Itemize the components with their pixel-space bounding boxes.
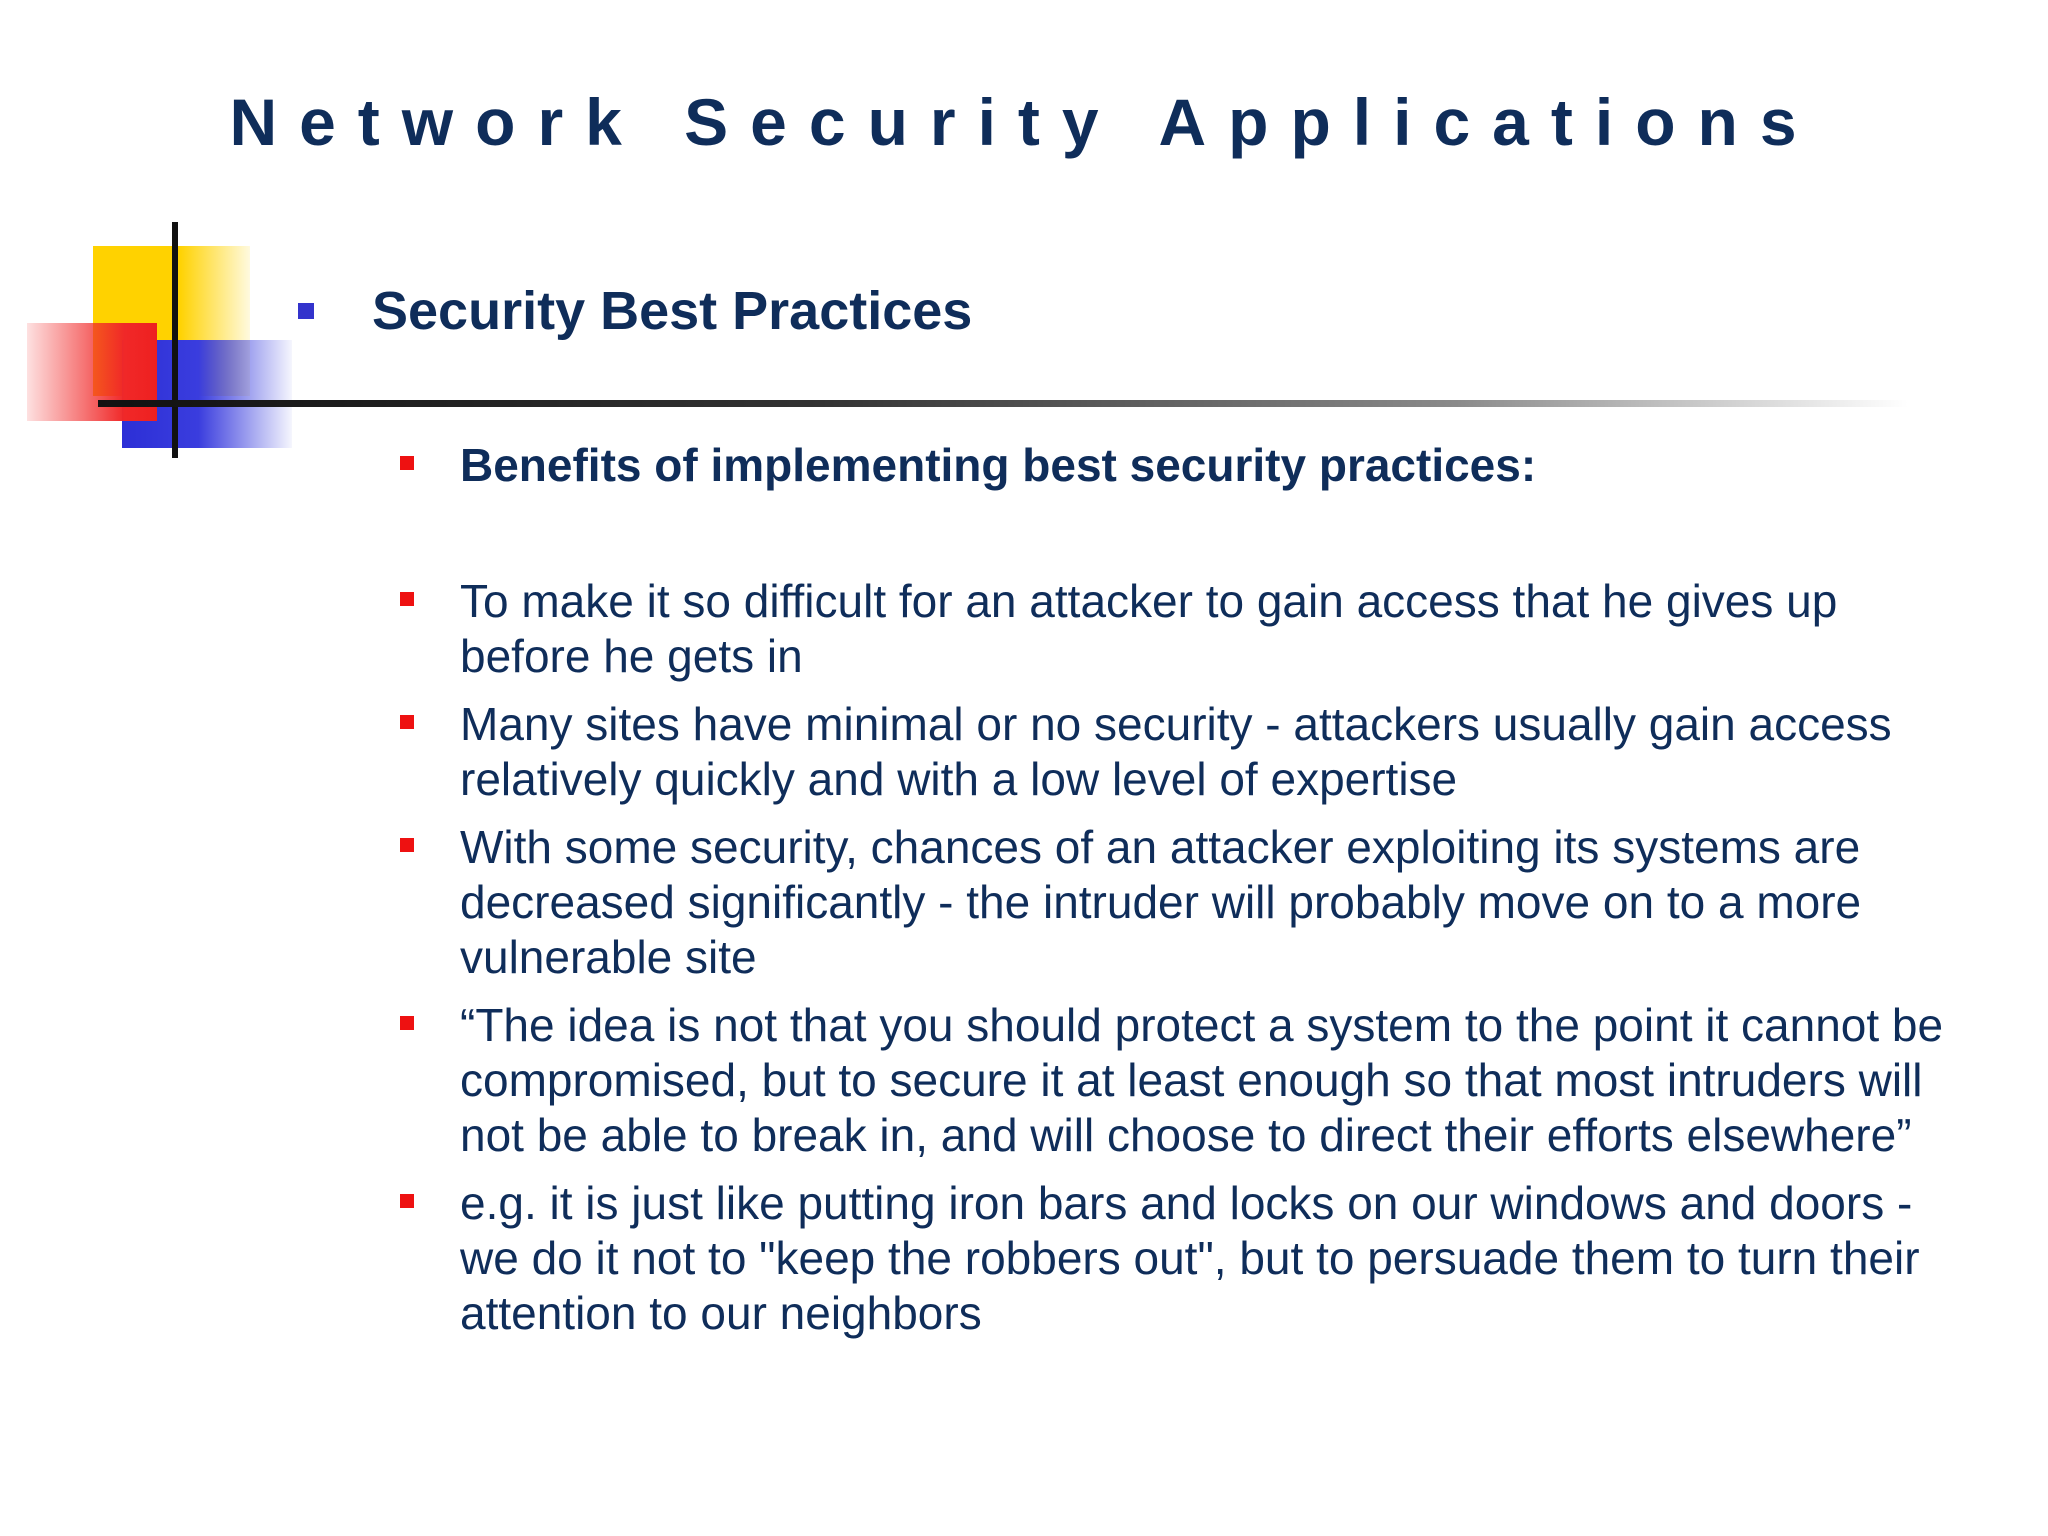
list-item <box>398 820 1958 985</box>
square-bullet-icon <box>400 1016 414 1030</box>
slide-title: Network Security Applications <box>229 85 1819 159</box>
list-item-text: With some security, chances of an attacker exploiting its systems are decreased significantly - the intruder will probably move on to a more vulnerable site <box>460 821 1862 983</box>
list-item <box>398 574 1958 684</box>
subheading-item <box>398 438 1958 493</box>
list-item-text: To make it so difficult for an attacker to gain access that he gives up before he gets in <box>460 575 1838 682</box>
list-item-text: Many sites have minimal or no security - attackers usually gain access relatively quickly and with a low level of expertise <box>460 698 1892 805</box>
square-bullet-icon <box>400 715 414 729</box>
square-bullet-icon <box>400 456 414 470</box>
list-item <box>398 1176 1958 1341</box>
subheading-text: Benefits of implementing best security practices: <box>460 439 1537 491</box>
section-heading <box>298 280 972 342</box>
list-item-text: e.g. it is just like putting iron bars and locks on our windows and doors - we do it not to "keep the robbers out", but to persuade them to turn their attention to our neighbors <box>460 1177 1920 1339</box>
list-item <box>398 697 1958 807</box>
square-bullet-icon <box>400 1194 414 1208</box>
section-heading-text: Security Best Practices <box>372 281 973 341</box>
divider-line <box>98 400 1908 407</box>
decorative-vertical-line <box>172 222 178 458</box>
bullet-list <box>398 438 1958 1354</box>
list-item-text: “The idea is not that you should protect a system to the point it cannot be compromised, but to secure it at least enough so that most intruders will not be able to break in, and will choose to direct their efforts elsewhere” <box>460 999 1944 1161</box>
square-bullet-icon <box>400 838 414 852</box>
square-bullet-icon <box>298 303 314 319</box>
square-bullet-icon <box>400 592 414 606</box>
list-item <box>398 998 1958 1163</box>
